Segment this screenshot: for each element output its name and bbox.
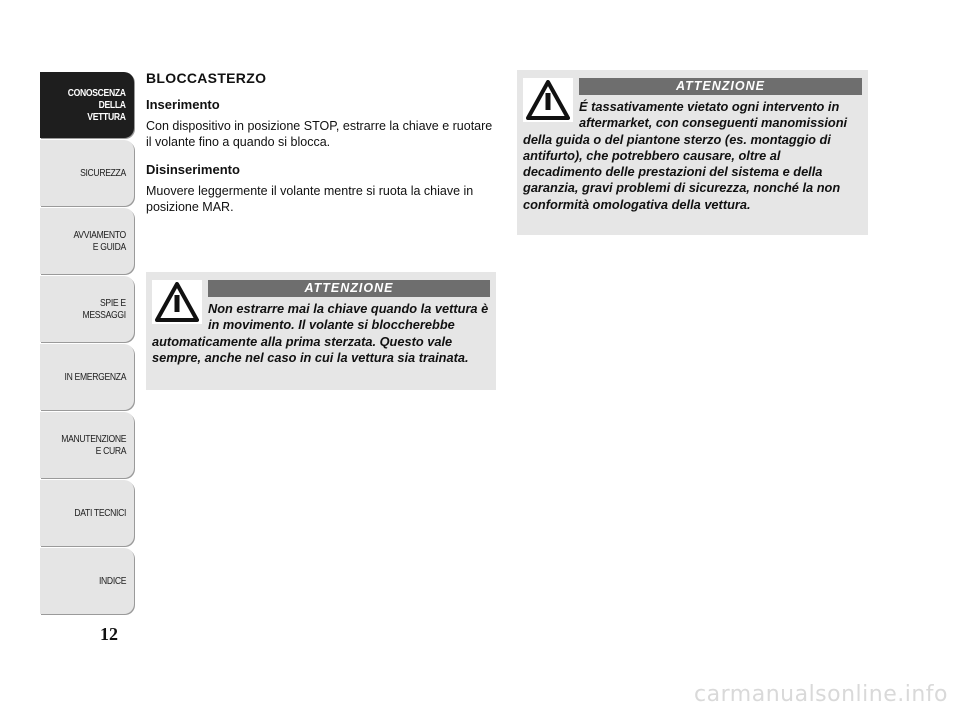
tab-dati-tecnici[interactable]: [40, 480, 134, 546]
insert-heading: Inserimento: [146, 97, 220, 112]
section-title: BLOCCASTERZO: [146, 70, 267, 86]
tab-avviamento-e-guida[interactable]: [40, 208, 134, 274]
tab-label: AVVIAMENTO E GUIDA: [73, 229, 126, 253]
watermark: carmanualsonline.info: [694, 682, 948, 707]
tab-label: MANUTENZIONE E CURA: [61, 433, 126, 457]
warning-triangle-icon: [152, 280, 202, 324]
tab-label: IN EMERGENZA: [64, 371, 126, 383]
warning-box-key: [146, 272, 496, 390]
tab-label: INDICE: [98, 575, 126, 587]
chapter-sidebar: [40, 72, 134, 616]
tab-label: SPIE E MESSAGGI: [82, 297, 126, 321]
tab-sicurezza[interactable]: [40, 140, 134, 206]
page-number: 12: [100, 624, 118, 644]
warning-text: Non estrarre mai la chiave quando la vettura è in movimento. Il volante si bloccherebbe automaticamente alla prima sterzata. Questo vale sempre, anche nel caso in cui la vettura sia trainata.: [152, 301, 489, 365]
tab-label: SICUREZZA: [80, 167, 126, 179]
tab-spie-e-messaggi[interactable]: [40, 276, 134, 342]
warning-triangle-icon: [523, 78, 573, 122]
tab-label: CONOSCENZA DELLA VETTURA: [68, 87, 126, 123]
warning-title: ATTENZIONE: [208, 280, 490, 297]
tab-conoscenza-della-vettura[interactable]: [40, 72, 134, 138]
warning-text: É tassativamente vietato ogni intervento in aftermarket, con conseguenti manomissioni della guida o del piantone sterzo (es. montaggio di antifurto), che potrebbero causare, oltre al decadimento delle prestazioni del sistema e della garanzia, gravi problemi di sicurezza, nonché la non conformità omologativa della vettura.: [523, 99, 848, 212]
insert-text: Con dispositivo in posizione STOP, estrarre la chiave e ruotare il volante fino a quando si blocca.: [146, 119, 493, 149]
tab-label: DATI TECNICI: [74, 507, 126, 519]
warning-title: ATTENZIONE: [579, 78, 862, 95]
release-heading: Disinserimento: [146, 162, 240, 177]
steering-lock-section: [146, 70, 498, 227]
tab-in-emergenza[interactable]: [40, 344, 134, 410]
tab-indice[interactable]: [40, 548, 134, 614]
warning-box-aftermarket: [517, 70, 868, 235]
release-text: Muovere leggermente il volante mentre si ruota la chiave in posizione MAR.: [146, 184, 474, 214]
tab-manutenzione-e-cura[interactable]: [40, 412, 134, 478]
